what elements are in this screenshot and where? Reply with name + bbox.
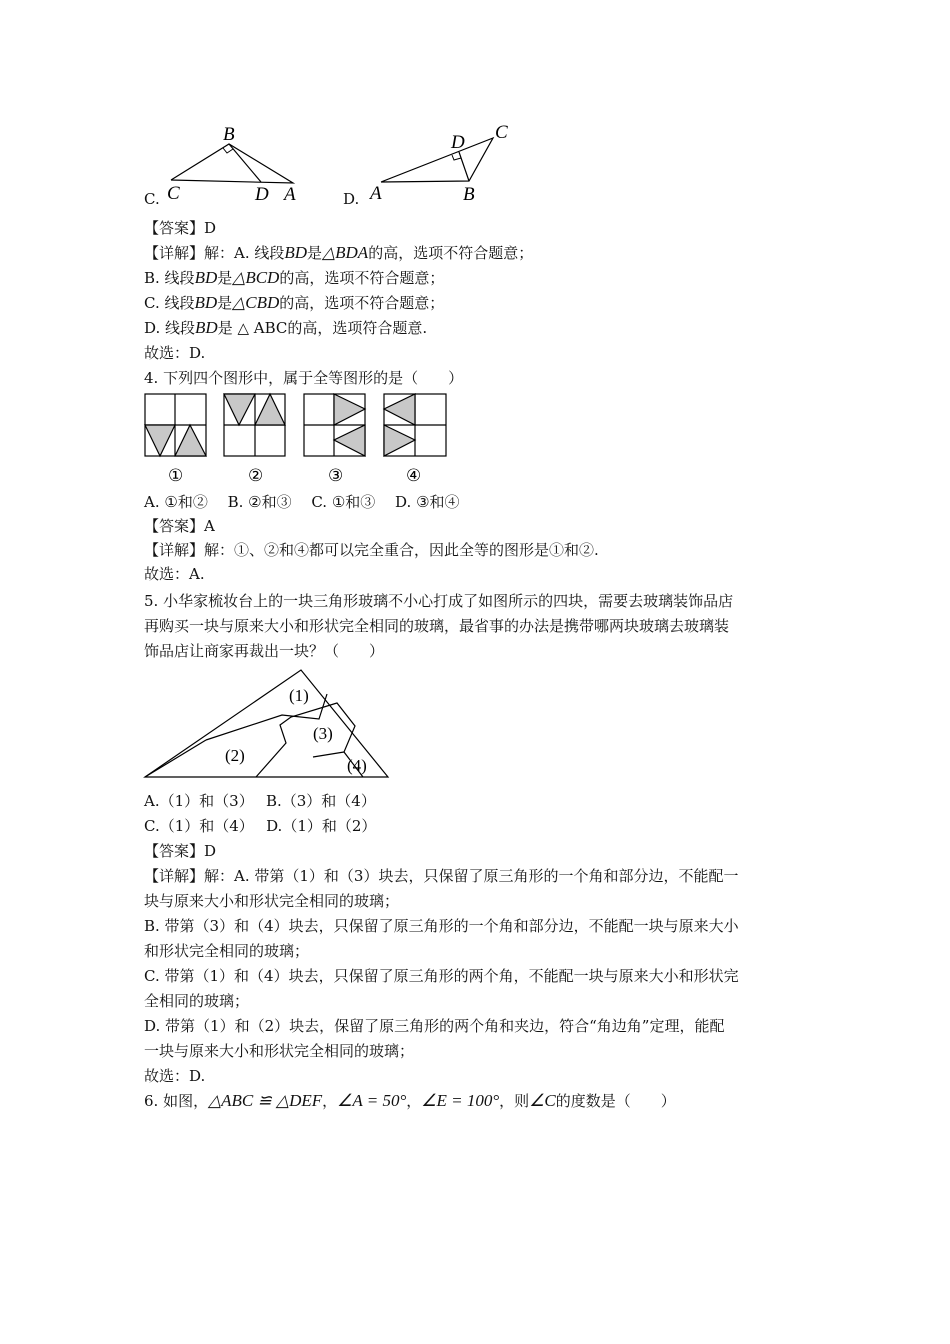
q3-conclusion: 故选：D.: [144, 344, 206, 362]
figure-3-label: ③: [328, 466, 344, 485]
q3-answer: 【答案】D: [144, 219, 217, 237]
label-b: B: [223, 124, 235, 145]
q5-explain-3: B. 带第（3）和（4）块去，只保留了原三角形的一个角和部分边，不能配一块与原来大小: [144, 917, 739, 935]
q5-explain-4: 和形状完全相同的玻璃；: [144, 942, 310, 960]
q4-options: A. ①和② B. ②和③ C. ①和③ D. ③和④: [144, 493, 460, 511]
q5-question-line3: 饰品店让商家再裁出一块？（ ）: [144, 642, 385, 660]
label-c: C: [495, 122, 508, 143]
label-b: B: [463, 184, 475, 205]
figure-4-label: ④: [406, 466, 422, 485]
q5-explain-5: C. 带第（1）和（4）块去，只保留了原三角形的两个角，不能配一块与原来大小和形状完: [144, 967, 739, 985]
label-a: A: [284, 184, 296, 205]
q4-answer: 【答案】A: [144, 517, 215, 535]
q3-explain-c: C. 线段BD是△CBD的高，选项不符合题意；: [144, 293, 445, 312]
q5-options-row1: A.（1）和（3） B.（3）和（4）: [144, 792, 376, 810]
figure-2-label: ②: [248, 466, 264, 485]
option-d-label: D.: [343, 190, 360, 208]
q5-explain-6: 全相同的玻璃；: [144, 992, 250, 1010]
option-c-label: C.: [144, 190, 160, 208]
piece-3-label: (3): [313, 724, 333, 743]
q4-explain: 【详解】解：①、②和④都可以完全重合，因此全等的图形是①和②.: [144, 541, 599, 559]
q5-conclusion: 故选：D.: [144, 1067, 206, 1085]
q5-question-line1: 5. 小华家梳妆台上的一块三角形玻璃不小心打成了如图所示的四块，需要去玻璃装饰品店: [144, 592, 734, 610]
figure-1-label: ①: [168, 466, 184, 485]
q3-explain-b: B. 线段BD是△BCD的高，选项不符合题意；: [144, 268, 445, 287]
q5-explain-2: 块与原来大小和形状完全相同的玻璃；: [144, 892, 400, 910]
label-d: D: [451, 132, 465, 153]
q5-explain-7: D. 带第（1）和（2）块去，保留了原三角形的两个角和夹边，符合“角边角”定理，能配: [144, 1017, 725, 1035]
q5-explain-1: 【详解】解：A. 带第（1）和（3）块去，只保留了原三角形的一个角和部分边，不能配一: [144, 867, 739, 885]
q5-explain-8: 一块与原来大小和形状完全相同的玻璃；: [144, 1042, 415, 1060]
q4-question: 4. 下列四个图形中，属于全等图形的是（ ）: [144, 369, 464, 387]
label-d: D: [255, 184, 269, 205]
q5-answer: 【答案】D: [144, 842, 217, 860]
q3-explain-d: D. 线段BD是 △ ABC的高，选项符合题意.: [144, 318, 428, 337]
q4-conclusion: 故选：A.: [144, 565, 205, 583]
label-a: A: [370, 183, 382, 204]
q5-question-line2: 再购买一块与原来大小和形状完全相同的玻璃，最省事的办法是携带哪两块玻璃去玻璃装: [144, 617, 730, 635]
q5-options-row2: C.（1）和（4） D.（1）和（2）: [144, 817, 377, 835]
q6-question: 6. 如图，△ABC ≌ △DEF，∠A = 50°，∠E = 100°，则∠C的度数是（ ）: [144, 1091, 676, 1110]
q3-explain-a: 【详解】解：A. 线段BD是△BDA的高，选项不符合题意；: [144, 243, 534, 262]
piece-1-label: (1): [289, 686, 309, 705]
label-c: C: [167, 183, 180, 204]
piece-2-label: (2): [225, 746, 245, 765]
piece-4-label: (4): [347, 756, 367, 775]
